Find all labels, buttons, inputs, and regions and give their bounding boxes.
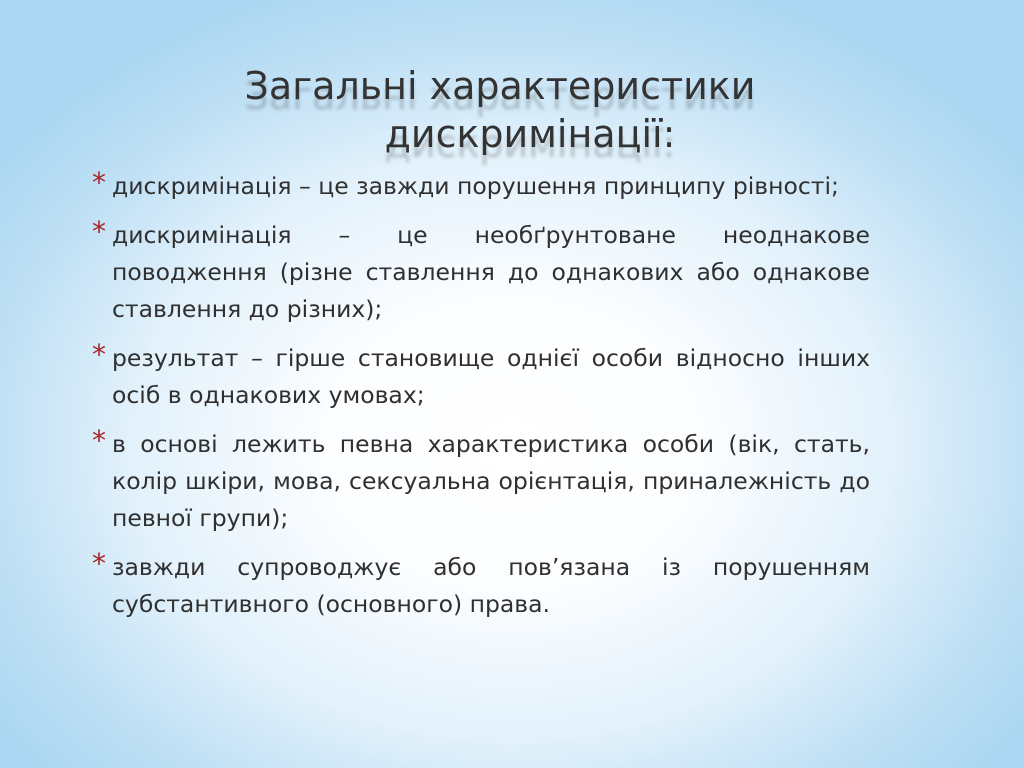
bullet-item [92,215,870,328]
asterisk-bullet-icon: * [92,338,106,371]
bullet-text: в основі лежить певна характеристика особи (вік, стать, колір шкіри, мова, сексуальна орієнтація, приналежність до певної групи); [112,430,870,532]
slide-title-line-2: дискримінації: [384,112,676,156]
bullet-text: завжди супроводжує або пов’язана із порушенням субстантивного (основного) права. [112,553,870,618]
slide-title-line-1: Загальні характеристики [244,64,756,108]
bullet-text: дискримінація – це необґрунтоване неоднакове поводження (різне ставлення до однакових або однакове ставлення до різних); [112,221,870,323]
bullet-list [92,166,870,635]
asterisk-bullet-icon: * [92,547,106,580]
bullet-text: результат – гірше становище однієї особи відносно інших осіб в однакових умовах; [112,344,870,409]
bullet-item [92,424,870,537]
bullet-item [92,166,870,205]
asterisk-bullet-icon: * [92,215,106,248]
bullet-item [92,547,870,623]
asterisk-bullet-icon: * [92,424,106,457]
asterisk-bullet-icon: * [92,166,106,199]
bullet-text: дискримінація – це завжди порушення принципу рівності; [112,172,839,200]
bullet-item [92,338,870,414]
